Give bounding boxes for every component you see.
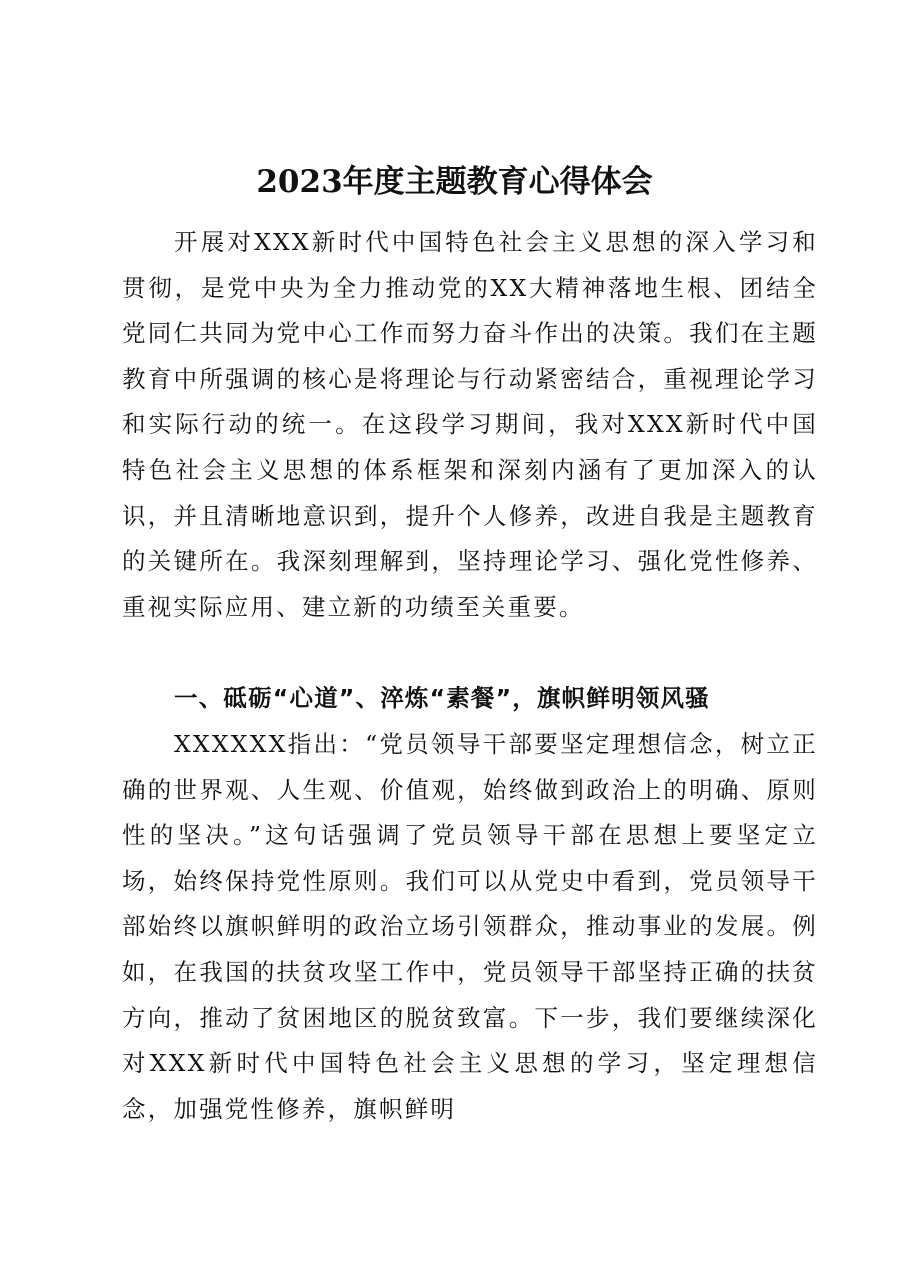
document-title: 2023年度主题教育心得体会 <box>256 164 653 200</box>
section-heading-1: 一、砥砺“心道”、淬炼“素餐”，旗帜鲜明领风骚 <box>174 684 710 712</box>
paragraph-intro: 开展对XXX新时代中国特色社会主义思想的深入学习和贯彻，是党中央为全力推动党的XX大精神落地生根、团结全党同仁共同为党中心工作而努力奋斗作出的决策。我们在主题教育中所强调的核心是将理论与行动紧密结合，重视理论学习和实际行动的统一。在这段学习期间，我对XXX新时代中国特色社会主义思想的体系框架和深刻内涵有了更加深入的认识，并且清晰地意识到，提升个人修养，改进自我是主题教育的关键所在。我深刻理解到，坚持理论学习、强化党性修养、重视实际应用、建立新的功绩至关重要。 <box>122 228 818 621</box>
paragraph-section-1: XXXXXX指出：“党员领导干部要坚定理想信念，树立正确的世界观、人生观、价值观，始终做到政治上的明确、原则性的坚决。”这句话强调了党员领导干部在思想上要坚定立场，始终保持党性原则。我们可以从党史中看到，党员领导干部始终以旗帜鲜明的政治立场引领群众，推动事业的发展。例如，在我国的扶贫攻坚工作中，党员领导干部坚持正确的扶贫方向，推动了贫困地区的脱贫致富。下一步，我们要继续深化对XXX新时代中国特色社会主义思想的学习，坚定理想信念，加强党性修养，旗帜鲜明 <box>122 730 818 1123</box>
